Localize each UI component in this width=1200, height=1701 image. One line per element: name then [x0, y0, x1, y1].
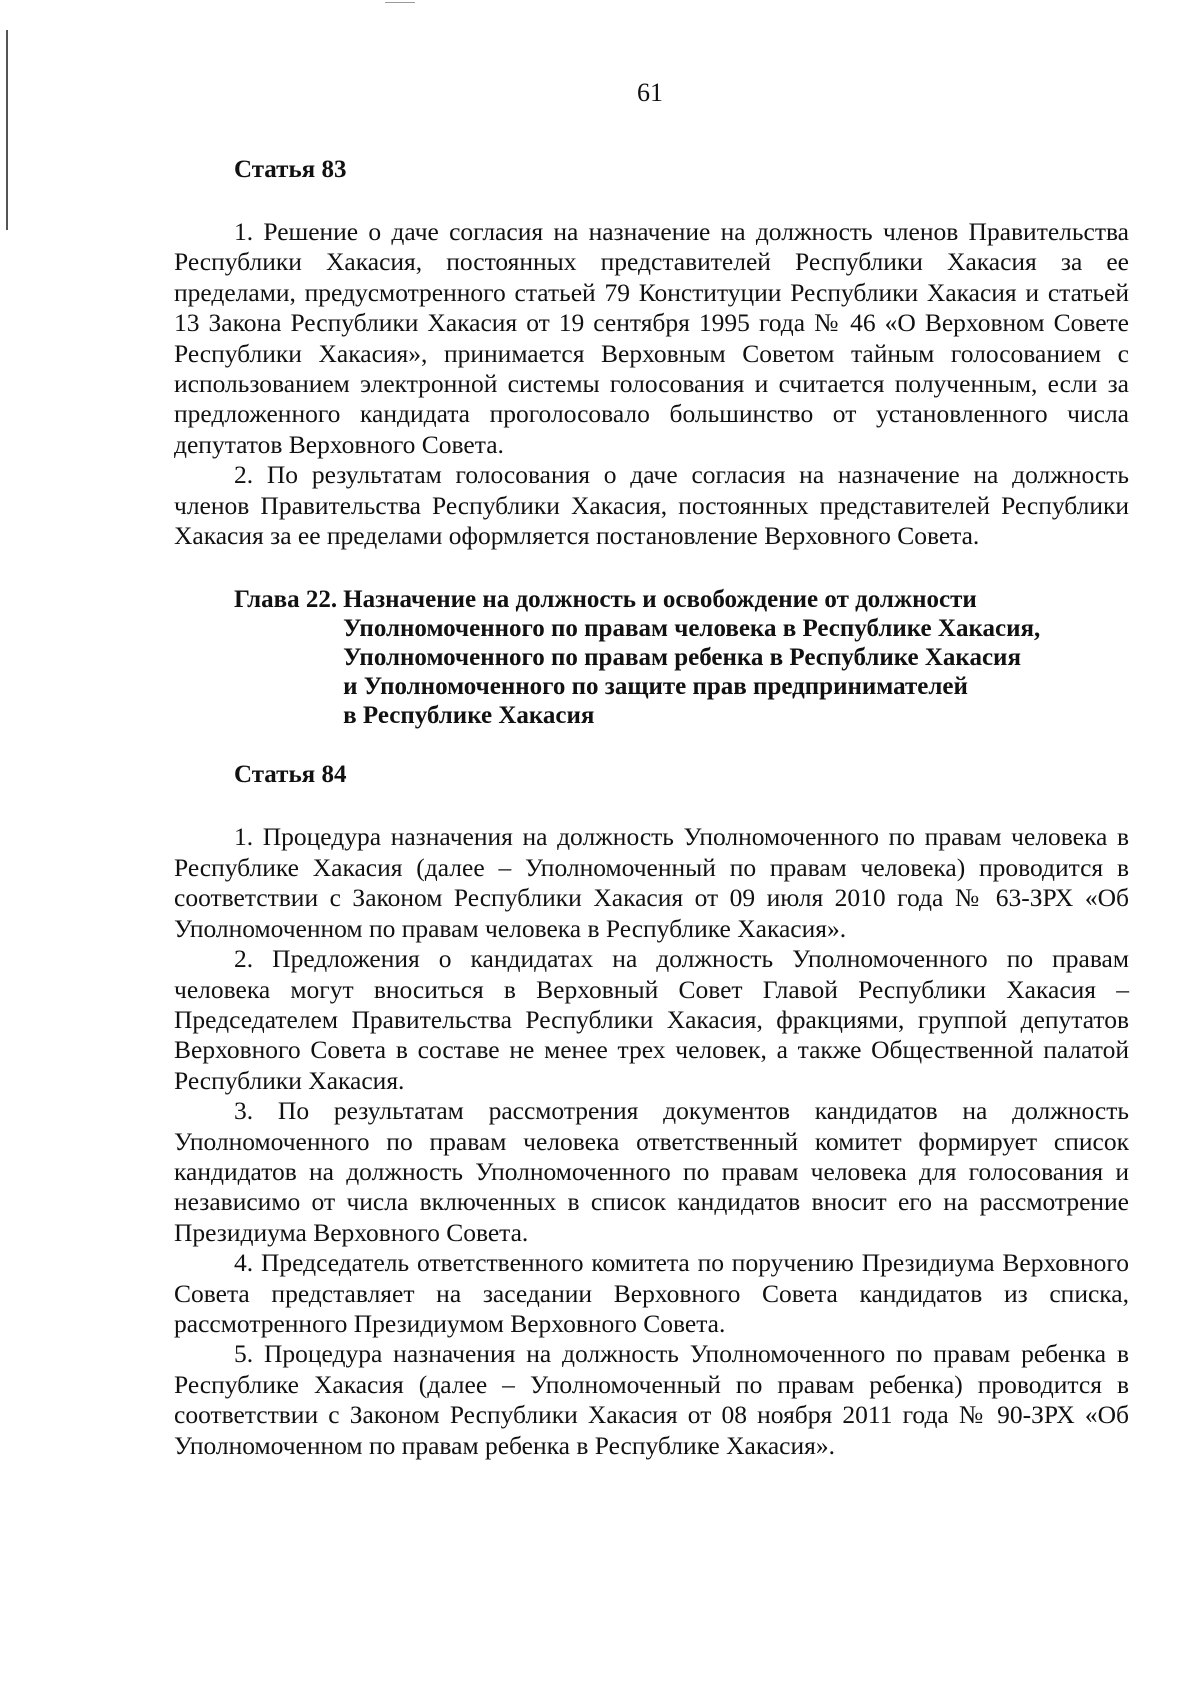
article-83-title: Статья 83 [234, 156, 347, 183]
scan-margin-line [6, 30, 8, 230]
page-number: 61 [637, 78, 663, 107]
article-84-paragraph-5: 5. Процедура назначения на должность Уполномоченного по правам ребенка в Республике Хакасия (далее – Уполномоченный по правам ребенка) проводится в соответствии с Законом Республики Хакасия от 08 ноября 2011 года № 90-ЗРХ «Об Уполномоченном по правам ребенка в Республике Хакасия». [174, 1339, 1129, 1460]
article-83-paragraph-1: 1. Решение о даче согласия на назначение на должность членов Правительства Республики Хакасия, постоянных представителей Республики Хакасия за ее пределами, предусмотренного статьей 79 Конституции Республики Хакасия и статьей 13 Закона Республики Хакасия от 19 сентября 1995 года № 46 «О Верховном Совете Республики Хакасия», принимается Верховным Советом тайным голосованием с использованием электронной системы голосования и считается полученным, если за предложенного кандидата проголосовало большинство от установленного числа депутатов Верховного Совета. [174, 217, 1129, 459]
article-83-paragraph-2: 2. По результатам голосования о даче согласия на назначение на должность членов Правительства Республики Хакасия, постоянных представителей Республики Хакасия за ее пределами оформляется постановление Верховного Совета. [174, 460, 1129, 551]
scan-top-mark [385, 2, 415, 3]
chapter-22-label: Глава 22. [234, 586, 338, 614]
article-84-paragraph-3: 3. По результатам рассмотрения документов кандидатов на должность Уполномоченного по правам человека ответственный комитет формирует список кандидатов на должность Уполномоченного по правам человека для голосования и независимо от числа включенных в список кандидатов вносит его на рассмотрение Президиума Верховного Совета. [174, 1096, 1129, 1247]
chapter-22-title-line-2: Уполномоченного по правам человека в Республике Хакасия, [343, 615, 1041, 643]
chapter-22-title [343, 585, 1040, 730]
document-body [174, 155, 1129, 1461]
chapter-22-title-line-4: и Уполномоченного по защите прав предпринимателей [343, 673, 968, 701]
chapter-22-title-line-5: в Республике Хакасия [343, 702, 595, 730]
article-84-paragraph-1: 1. Процедура назначения на должность Уполномоченного по правам человека в Республике Хакасия (далее – Уполномоченный по правам человека) проводится в соответствии с Законом Республики Хакасия от 09 июля 2010 года № 63-ЗРХ «Об Уполномоченном по правам человека в Республике Хакасия». [174, 822, 1129, 943]
chapter-22-title-line-1: Назначение на должность и освобождение от должности [343, 586, 977, 614]
chapter-22-heading [234, 585, 1129, 730]
article-84-paragraph-2: 2. Предложения о кандидатах на должность Уполномоченного по правам человека могут вноситься в Верховный Совет Главой Республики Хакасия – Председателем Правительства Республики Хакасия, фракциями, группой депутатов Верховного Совета в составе не менее трех человек, а также Общественной палатой Республики Хакасия. [174, 944, 1129, 1095]
article-84-title: Статья 84 [234, 761, 347, 789]
article-84-paragraph-4: 4. Председатель ответственного комитета по поручению Президиума Верховного Совета представляет на заседании Верховного Совета кандидатов из списка, рассмотренного Президиумом Верховного Совета. [174, 1248, 1129, 1338]
chapter-22-title-line-3: Уполномоченного по правам ребенка в Республике Хакасия [343, 644, 1021, 672]
